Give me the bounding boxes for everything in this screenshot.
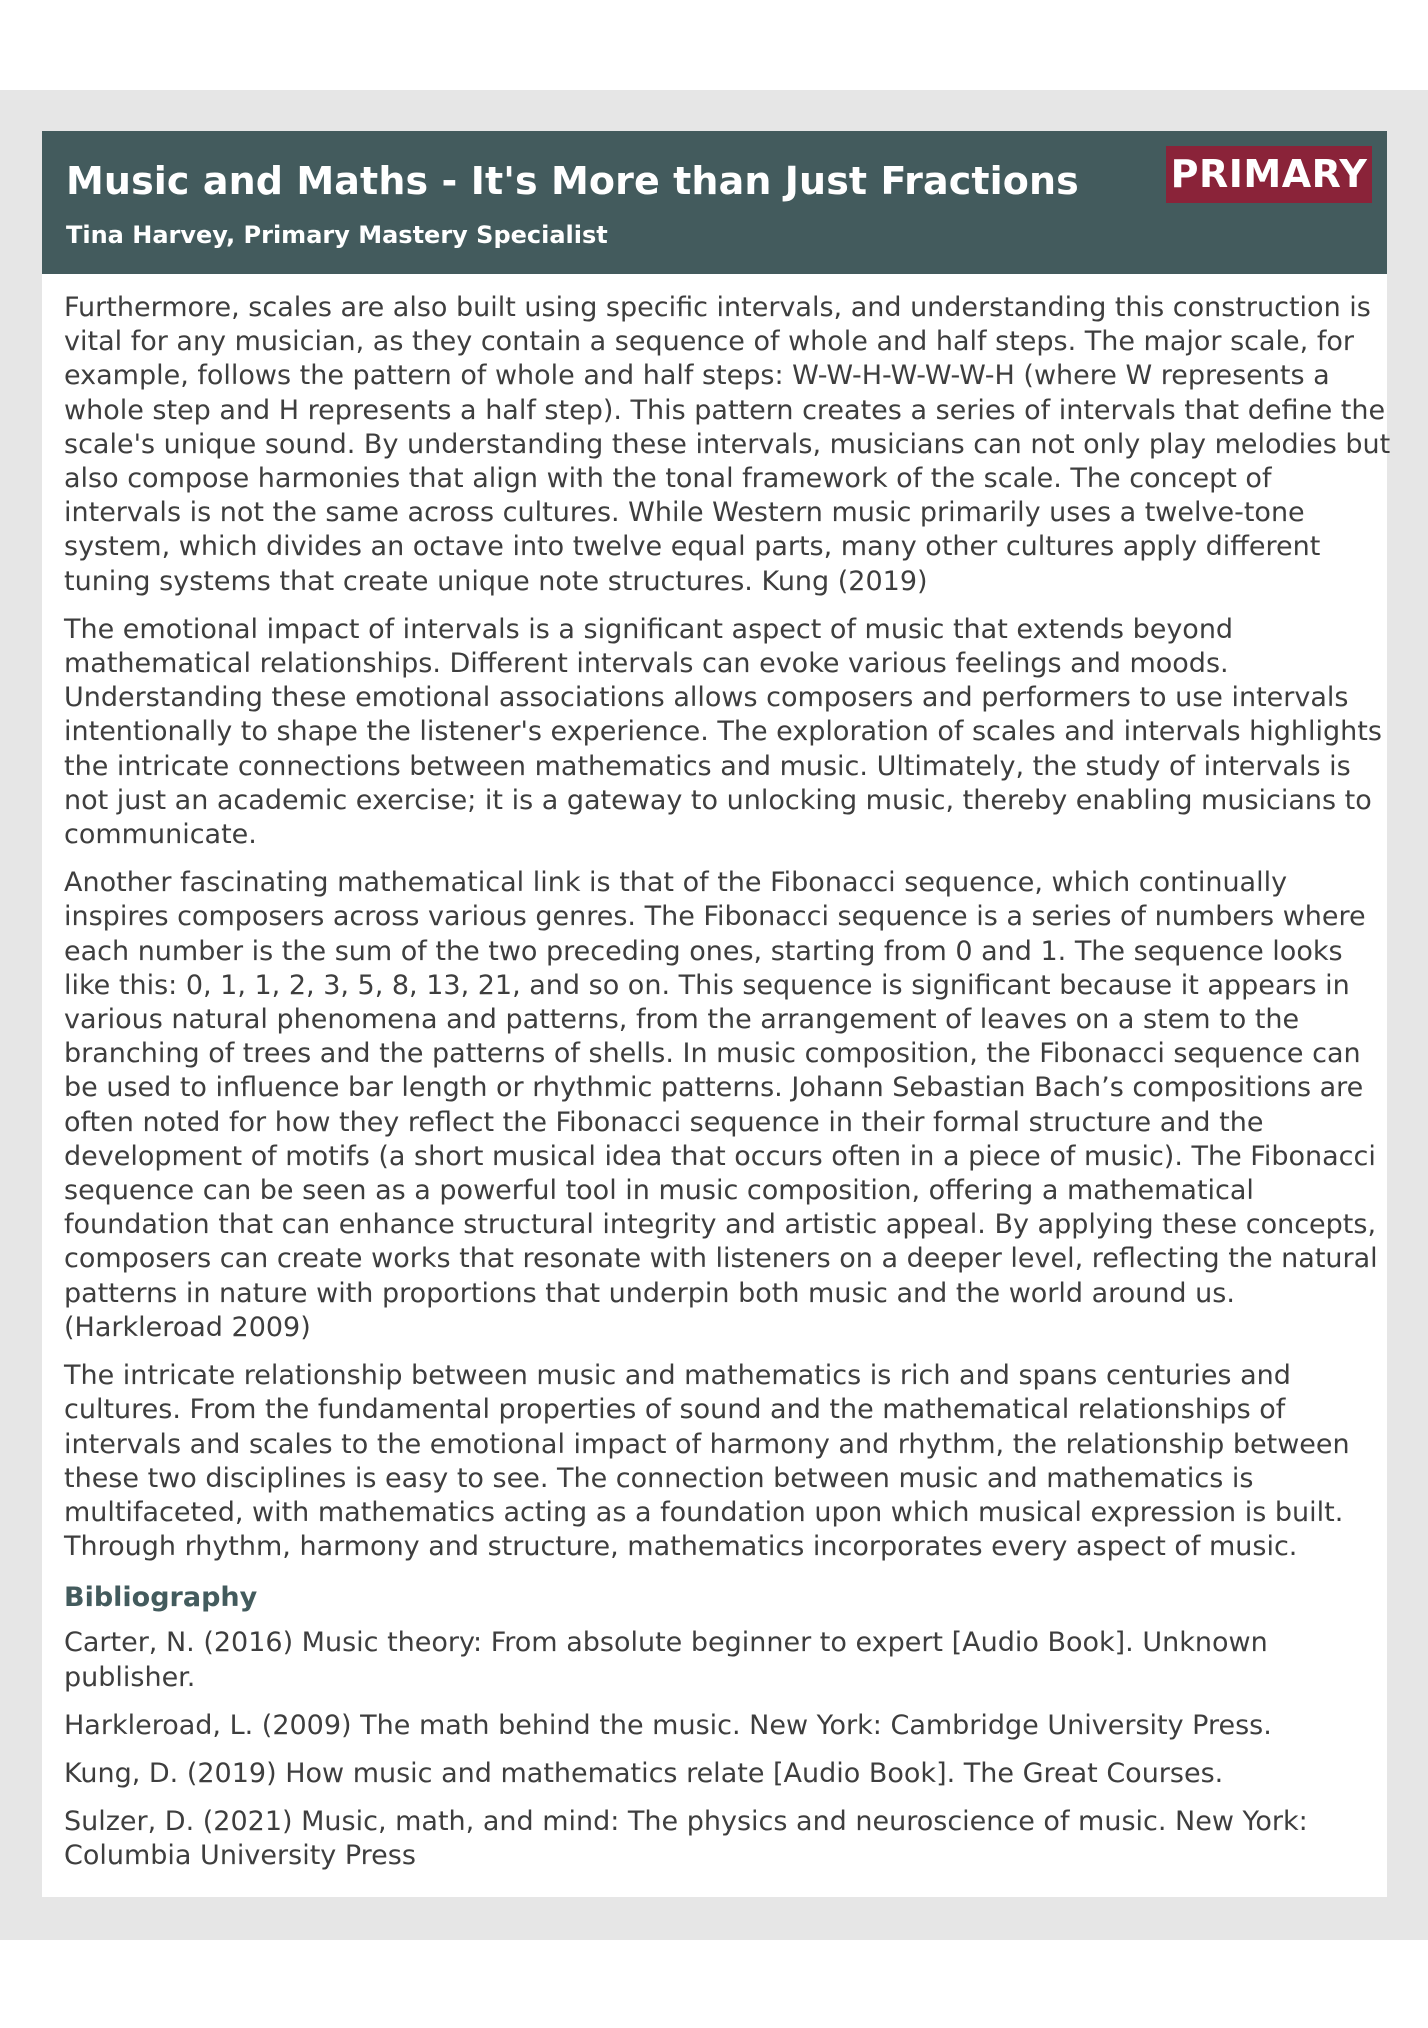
body-paragraph-emotional-impact: The emotional impact of intervals is a significant aspect of music that extends beyond mathematical relationships. Different intervals can evoke various feelings and moods. Understanding these emotional associations allows composers and performers to use intervals intentionally to shape the listener's experience. The exploration of scales and intervals highlights the intricate connections between mathematics and music. Ultimately, the study of intervals is not just an academic exercise; it is a gateway to unlocking music, thereby enabling musicians to communicate. <box>64 613 1382 851</box>
bibliography-entry: Harkleroad, L. (2009) The math behind the music. New York: Cambridge University Press. <box>64 1709 1272 1741</box>
article-header <box>42 131 1387 274</box>
bibliography-entry: Kung, D. (2019) How music and mathematics relate [Audio Book]. The Great Courses. <box>64 1757 1224 1789</box>
article-body <box>64 291 1394 1888</box>
category-badge: PRIMARY <box>1166 146 1372 203</box>
bibliography-heading: Bibliography <box>64 1582 258 1614</box>
body-paragraph-scales: Furthermore, scales are also built using specific intervals, and understanding this construction is vital for any musician, as they contain a sequence of whole and half steps. The major scale, for example, follows the pattern of whole and half steps: W-W-H-W-W-W-H (where W represents a whole step and H represents a half step). This pattern creates a series of intervals that define the scale's unique sound. By understanding these intervals, musicians can not only play melodies but also compose harmonies that align with the tonal framework of the scale. The concept of intervals is not the same across cultures. While Western music primarily uses a twelve-tone system, which divides an octave into twelve equal parts, many other cultures apply different tuning systems that create unique note structures. Kung (2019) <box>64 292 1391 597</box>
bibliography-entry: Carter, N. (2016) Music theory: From absolute beginner to expert [Audio Book]. Unknown publisher. <box>64 1627 1268 1693</box>
article-card <box>42 131 1391 1897</box>
bibliography-entry: Sulzer, D. (2021) Music, math, and mind: The physics and neuroscience of music. New York: Columbia University Press <box>64 1806 1308 1872</box>
article-title: Music and Maths - It's More than Just Fractions <box>66 159 1079 203</box>
article-author: Tina Harvey, Primary Mastery Specialist <box>66 221 608 249</box>
body-paragraph-fibonacci: Another fascinating mathematical link is that of the Fibonacci sequence, which continually inspires composers across various genres. The Fibonacci sequence is a series of numbers where each number is the sum of the two preceding ones, starting from 0 and 1. The sequence looks like this: 0, 1, 1, 2, 3, 5, 8, 13, 21, and so on. This sequence is significant because it appears in various natural phenomena and patterns, from the arrangement of leaves on a stem to the branching of trees and the patterns of shells. In music composition, the Fibonacci sequence can be used to influence bar length or rhythmic patterns. Johann Sebastian Bach’s compositions are often noted for how they reflect the Fibonacci sequence in their formal structure and the development of motifs (a short musical idea that occurs often in a piece of music). The Fibonacci sequence can be seen as a powerful tool in music composition, offering a mathematical foundation that can enhance structural integrity and artistic appeal. By applying these concepts, composers can create works that resonate with listeners on a deeper level, reflecting the natural patterns in nature with proportions that underpin both music and the world around us. (Harkleroad 2009) <box>64 867 1378 1343</box>
body-paragraph-conclusion: The intricate relationship between music and mathematics is rich and spans centuries and cultures. From the fundamental properties of sound and the mathematical relationships of intervals and scales to the emotional impact of harmony and rhythm, the relationship between these two disciplines is easy to see. The connection between music and mathematics is multifaceted, with mathematics acting as a foundation upon which musical expression is built. Through rhythm, harmony and structure, mathematics incorporates every aspect of music. <box>64 1360 1350 1563</box>
